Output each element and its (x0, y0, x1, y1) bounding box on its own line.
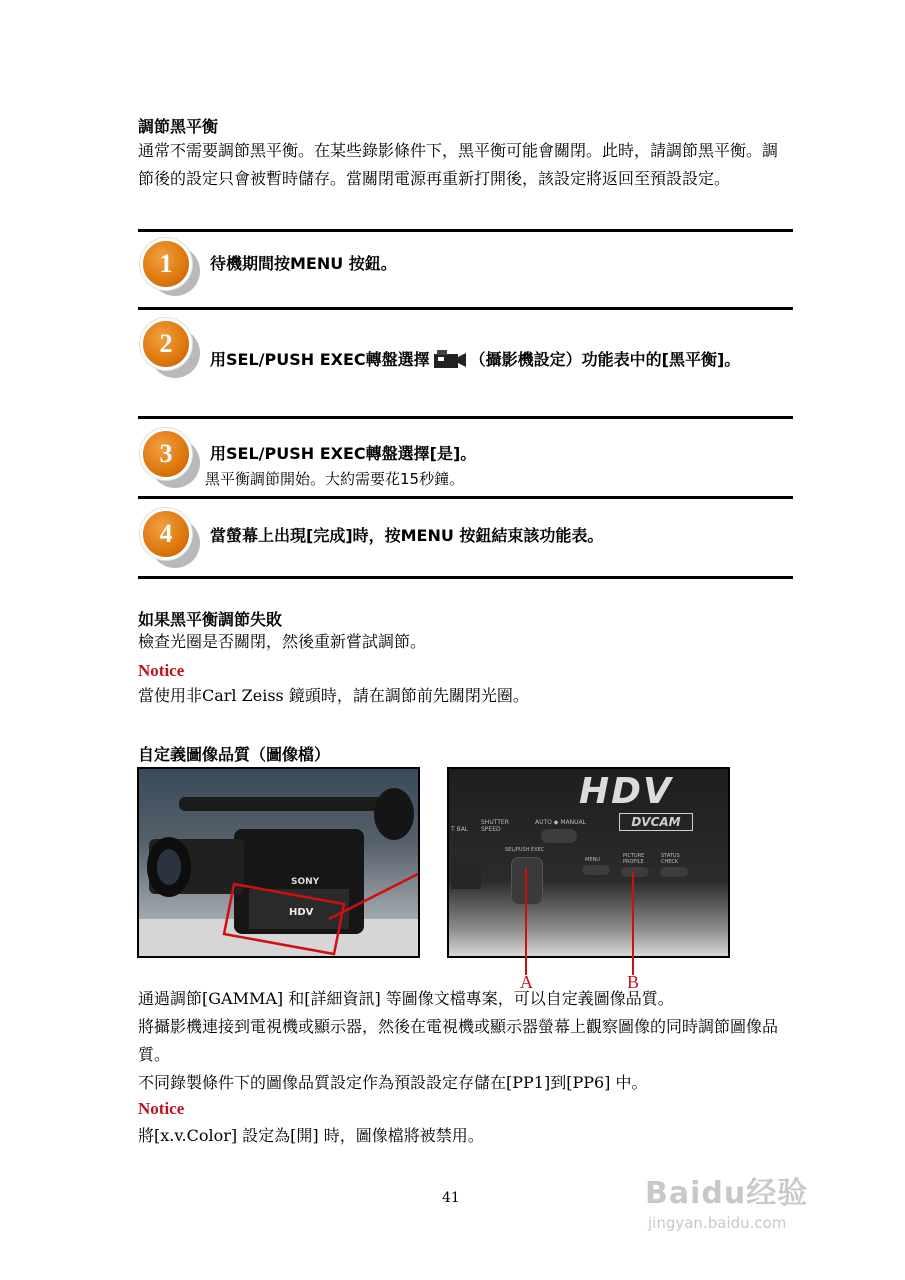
notice-label-2: Notice (138, 1099, 185, 1118)
paragraph-1: 通過調節[GAMMA] 和[詳細資訊] 等圖像文檔專案，可以自定義圖像品質。 (138, 989, 674, 1008)
step-2-text-before: 用SEL/PUSH EXEC轉盤選擇 (210, 350, 430, 369)
step-4-text: 當螢幕上出現[完成]時，按MENU 按鈕結束該功能表。 (210, 526, 604, 545)
auto-manual-label: AUTO ◆ MANUAL (535, 819, 586, 826)
page-number: 41 (442, 1190, 460, 1206)
hdv-logo-small: HDV (289, 907, 314, 918)
wbal-label: T BAL (451, 826, 469, 833)
shutter-speed-label: SHUTTER SPEED (481, 819, 509, 833)
paragraph-3: 不同錄製條件下的圖像品質設定作為預設設定存儲在[PP1]到[PP6] 中。 (138, 1073, 648, 1092)
section-title-failure: 如果黑平衡調節失敗 (138, 610, 283, 629)
step-number-3: 3 (140, 428, 192, 480)
step-1-text: 待機期間按MENU 按鈕。 (210, 254, 397, 273)
paragraph-2: 將攝影機連接到電視機或顯示器，然後在電視機或顯示器螢幕上觀察圖像的同時調節圖像品質。 (138, 1017, 779, 1064)
watermark-logo: Baidu经验 (645, 1176, 809, 1211)
notice-text: 當使用非Carl Zeiss 鏡頭時，請在調節前先關閉光圈。 (138, 686, 529, 705)
dvcam-badge: DVCAM (619, 813, 693, 831)
section-body-failure: 檢查光圈是否關閉，然後重新嘗試調節。 (138, 632, 427, 651)
notice-label: Notice (138, 661, 185, 680)
label-b: B (627, 972, 640, 992)
watermark-url: jingyan.baidu.com (648, 1214, 787, 1232)
step-3-subtext: 黑平衡調節開始。大約需要花15秒鐘。 (205, 470, 465, 488)
hdv-logo: HDV (579, 771, 673, 812)
label-a: A (520, 972, 533, 992)
menu-label: MENU (585, 857, 600, 863)
step-number-1: 1 (140, 238, 192, 290)
sel-push-label: SEL/PUSH EXEC (505, 847, 545, 853)
step-number-2: 2 (140, 318, 192, 370)
notice-text-2: 將[x.v.Color] 設定為[開] 時，圖像檔將被禁用。 (138, 1126, 484, 1145)
status-check-label: STATUS CHECK (661, 853, 680, 865)
section-body-black-balance: 通常不需要調節黑平衡。在某些錄影條件下，黑平衡可能會關閉。此時，請調節黑平衡。調節後的設定只會被暫時儲存。當關閉電源再重新打開後，該設定將返回至預設設定。 (138, 141, 779, 188)
picture-profile-label: PICTURE PROFILE (623, 853, 645, 865)
step-3-text: 用SEL/PUSH EXEC轉盤選擇[是]。 (210, 444, 477, 463)
step-2-text-after: （攝影機設定）功能表中的[黑平衡]。 (469, 350, 741, 369)
section-title-picture-profile: 自定義圖像品質（圖像檔） (138, 745, 331, 764)
step-number-4: 4 (140, 508, 192, 560)
sony-logo: SONY (291, 877, 320, 887)
section-title-black-balance: 調節黑平衡 (138, 117, 219, 136)
